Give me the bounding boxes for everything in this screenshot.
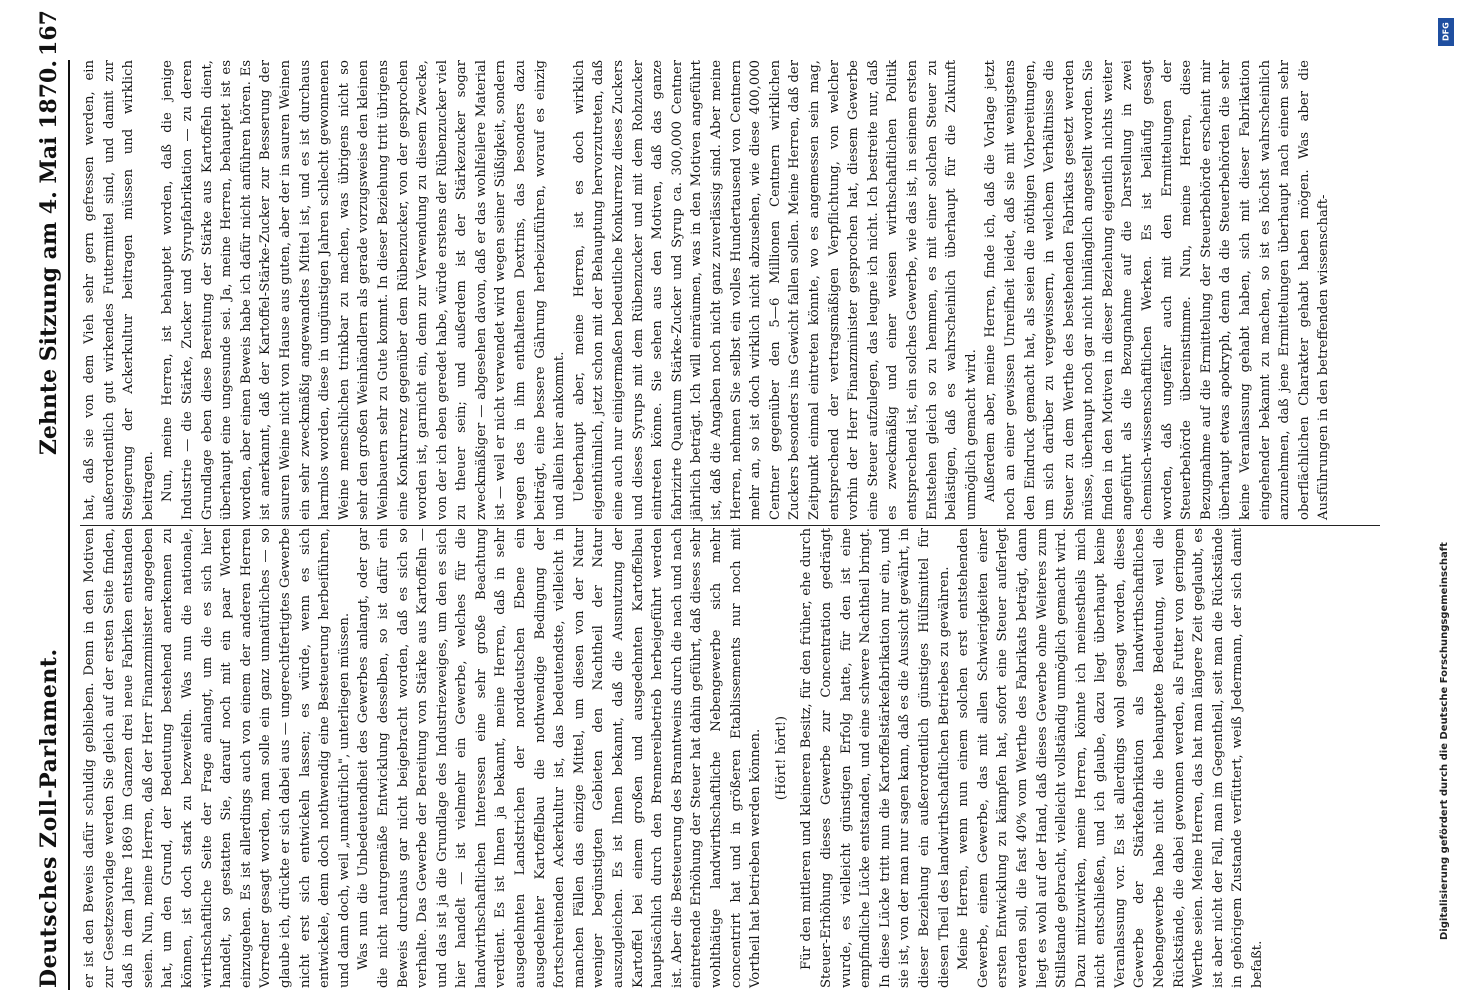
left-column	[80, 528, 1268, 988]
paragraph: Was nun die Unbedeutendheit des Gewerbes anlangt, oder gar die nicht naturgemäße Entwicklung desselben, so ist dafür ein Beweis durchaus gar nicht beigebracht worden, daß es sich so verhalte. Das Gewerbe der Bereitung von Stärke aus Kartoffeln — und das ist ja die Grundlage des Industriezweiges, um den es sich hier handelt — ist vielmehr ein Gewerbe, welches für die landwirthschaftlichen Interessen eine sehr große Beachtung verdient. Es ist Ihnen ja bekannt, meine Herren, daß in sehr ausgedehnten Landstrichen der norddeutschen Ebene ein ausgedehnter Kartoffelbau die nothwendige Bedingung der fortschreitenden Ackerkultur ist, das bedeutendste, vielleicht in manchen Fällen das einzige Mittel, um diesen von der Natur weniger begünstigten Gebieten den Nachtheil der Natur auszugleichen. Es ist Ihnen bekannt, daß die Ausnutzung der Kartoffel bei einem großen und ausgedehnten Kartoffelbau hauptsächlich durch den Brennereibetrieb herbeigeführt werden ist. Aber die Besteuerung des Branntweins durch die nach und nach eintretende Erhöhung der Steuer hat dahin geführt, daß dieses sehr wohlthätige landwirthschaftliche Nebengewerbe sich mehr concentrirt hat und in größeren Etablissements nur noch mit Vortheil hat betrieben werden können.	[356, 528, 764, 988]
paragraph: Nun, meine Herren, ist behauptet worden, daß die jenige Industrie — die Stärke, Zucker und Syrupfabrikation — zu deren Grundlage eben diese Bereitung der Stärke aus Kartoffeln dient, überhaupt eine ungesunde sei. Ja, meine Herren, behauptet ist es worden, aber einen Beweis habe ich dafür nicht anführen hören. Es ist anerkannt, daß der Kartoffel-Stärke-Zucker zur Besserung der sauren Weine nicht von Hause aus guten, aber der in sauren Weinen ein sehr zweckmäßig angewandtes Mittel ist, und es ist durchaus harmlos worden, diese in ungünstigen Jahren schlecht gewonnenen Weine menschlichen trinkbar zu machen, was übrigens nicht so sehr den großen Weinhändlern als gerade vorzugsweise den kleinen Weinbauern sehr zu Gute kommt. In dieser Beziehung tritt übrigens eine Konkurrenz gegenüber dem Rübenzucker, von der gesprochen worden ist, garnicht ein, denn zur Verwendung zu diesem Zwecke, von der ich eben geredet habe, würde erstens der Rübenzucker viel zu theuer sein; und außerdem ist der Stärkezucker sogar zweckmäßiger — abgesehen davon, daß er das wohlfeilere Material ist — weil er nicht verwendet wird wegen seiner Süßigkeit, sondern wegen des in ihm enthaltenen Dextrins, das besonders dazu beiträgt, eine bessere Gährung herbeizuführen, worauf es einzig und allein hier ankommt.	[160, 60, 568, 520]
page-header	[30, 0, 70, 1000]
column-divider	[80, 525, 1380, 526]
paragraph: Meine Herren, wenn nun einem solchen erst entstehenden Gewerbe, einem Gewerbe, das mit allen Schwierigkeiten einer ersten Entwicklung zu kämpfen hat, sofort eine Steuer auferlegt werden soll, die fast 40% vom Werthe des Fabrikats beträgt, dann liegt es wohl auf der Hand, daß dieses Gewerbe ohne Weiteres zum Stillstande gebracht, vielleicht vollständig unmöglich gemacht wird. Dazu mitzuwirken, meine Herren, könnte ich meinestheils mich nicht entschließen, und ich glaube, dazu liegt überhaupt keine Veranlassung vor. Es ist allerdings wohl gesagt worden, dieses Gewerbe der Stärkefabrikation als landwirthschaftliches Nebengewerbe habe nicht die behauptete Bedeutung, weil die Rückstände, die dabei gewonnen werden, als Futter von geringem Werthe seien. Meine Herren, das hat man längere Zeit geglaubt, es ist aber nicht der Fall, man im Gegentheil, seit man die Rückstände in gehörigem Zustande verfüttert, weiß Jedermann, der sich damit befaßt.	[956, 528, 1266, 988]
interjection: (Hört! hört!)	[773, 715, 789, 801]
header-session: Zehnte Sitzung am 4. Mai 1870.	[36, 60, 62, 456]
right-column	[80, 60, 1334, 520]
paragraph: Außerdem aber, meine Herren, finde ich, daß die Vorlage jetzt noch an einer gewissen Unreifheit leidet, daß sie mit wenigstens den Eindruck gemacht hat, als seien die nöthigen Vorbereitungen, um sich darüber zu vergewissern, in welchem Verhältnisse die Steuer zu dem Werthe des bestehenden Fabrikats gesetzt werden müsse, überhaupt noch gar nicht hinlänglich angestellt worden. Sie finden in den Motiven in dieser Beziehung eigentlich nichts weiter angeführt als die Bezugnahme auf die Darstellung in zwei chemisch-wissenschaftlichen Werken. Es ist beiläufig gesagt worden, daß ungefähr auch mit den Ermittelungen der Steuerbehörde übereinstimme. Nun, meine Herren, diese Bezugnahme auf die Ermittelung der Steuerbehörde erscheint mir überhaupt etwas apokryph, denn da die Steuerbehörden die sehr keine Veranlassung gehabt haben, sich mit dieser Fabrikation eingehender bekannt zu machen, so ist es höchst wahrscheinlich anzunehmen, daß jene Ermittelungen überhaupt nach einem sehr oberflächlichen Charakter gehabt haben mögen. Was aber die Ausführungen in den betreffenden wissenschaft-	[983, 60, 1332, 520]
header-title: Deutsches Zoll-Parlament.	[36, 648, 62, 988]
paragraph: Ueberhaupt aber, meine Herren, ist es doch wirklich eigenthümlich, jetzt schon mit der Behauptung hervorzutreten, daß eine auch nur einigermaßen bedeutliche Konkurrenz dieses Zuckers und dieses Syrups mit dem Rübenzucker und mit dem Rohzucker eintreten könne. Sie sehen aus den Motiven, daß das ganze fabrizirte Quantum Stärke-Zucker und Syrup ca. 300,000 Centner jährlich beträgt. Ich will einräumen, was in den Motiven angeführt ist, daß die Angaben noch nicht ganz zuverlässig sind. Aber meine Herren, nehmen Sie selbst ein volles Hundertausend von Centnern mehr an, so ist doch wirklich nicht abzusehen, wie diese 400,000 Centner gegenüber den 5—6 Millionen Centnern wirklichen Zuckers besonders ins Gewicht fallen sollen. Meine Herren, daß der Zeitpunkt einmal eintreten könnte, wo es angemessen sein mag, entsprechend der vertragsmäßigen Verpflichtung, von welcher vorhin der Herr Finanzminister gesprochen hat, diesem Gewerbe eine Steuer aufzulegen, das leugne ich nicht. Ich bestreite nur, daß es zweckmäßig und einer weisen wirthschaftlichen Politik entsprechend ist, ein solches Gewerbe, wie das ist, in seinem ersten Entstehen gleich so zu hemmen, es mit einer solchen Steuer zu belästigen, daß es wahrscheinlich überhaupt für die Zukunft unmöglich gemacht wird.	[571, 60, 979, 520]
paragraph: Für den mittleren und kleineren Besitz, für den früher, ehe durch Steuer-Erhöhung dieses Gewerbe zur Concentration gedrängt wurde, es vielleicht günstigen Erfolg hatte, für den ist eine empfindliche Lücke entstanden, und eine schwere Nachtheil bringt. In diese Lücke tritt nun die Kartoffelstärkefabrikation nur ein, und sie ist, von der man nur sagen kann, daß es die Aussicht gewährt, in dieser Beziehung ein außerordentlich günstiges Hülfsmittel für diesen Theil des landwirthschaftlichen Betriebes zu gewähren.	[799, 528, 952, 988]
dfg-logo-badge: DFG	[1438, 18, 1454, 46]
page-number: 167	[36, 10, 62, 56]
paragraph: hat, daß sie von dem Vieh sehr gern gefressen werden, ein außerordentlich gut wirkendes Futtermittel sind, und damit zur Steigerung der Ackerkultur beitragen müssen und wirklich beitragen.	[82, 60, 156, 520]
digitization-note: Digitalisierung gefördert durch die Deutsche Forschungsgemeinschaft	[1439, 542, 1450, 940]
paragraph: er ist den Beweis dafür schuldig geblieben. Denn in den Motiven zur Gesetzesvorlage werden Sie gleich auf der ersten Seite finden, daß in dem Jahre 1869 im Ganzen drei neue Fabriken entstanden seien. Nun, meine Herren, daß der Herr Finanzminister angegeben hat, um den Grund, der Bedeutung bestehend anerkennen zu können, ist doch stark zu bezweifeln. Was nun die nationale, wirthschaftliche Seite der Frage anlangt, um die es sich hier handelt, so gestatten Sie, darauf noch mit ein paar Worten einzugehen. Es ist allerdings auch von einem der anderen Herren Vorredner gesagt worden, man solle ein ganz unnatürliches — so glaube ich, drückte er sich dabei aus — ungerechtfertigtes Gewerbe nicht erst sich entwickeln lassen; es würde, wenn es sich entwickele, denn doch nothwendig eine Besteuerung herbeiführen, und dann doch, weil „unnatürlich", unterliegen müssen.	[82, 528, 352, 988]
header-rule	[68, 60, 70, 990]
